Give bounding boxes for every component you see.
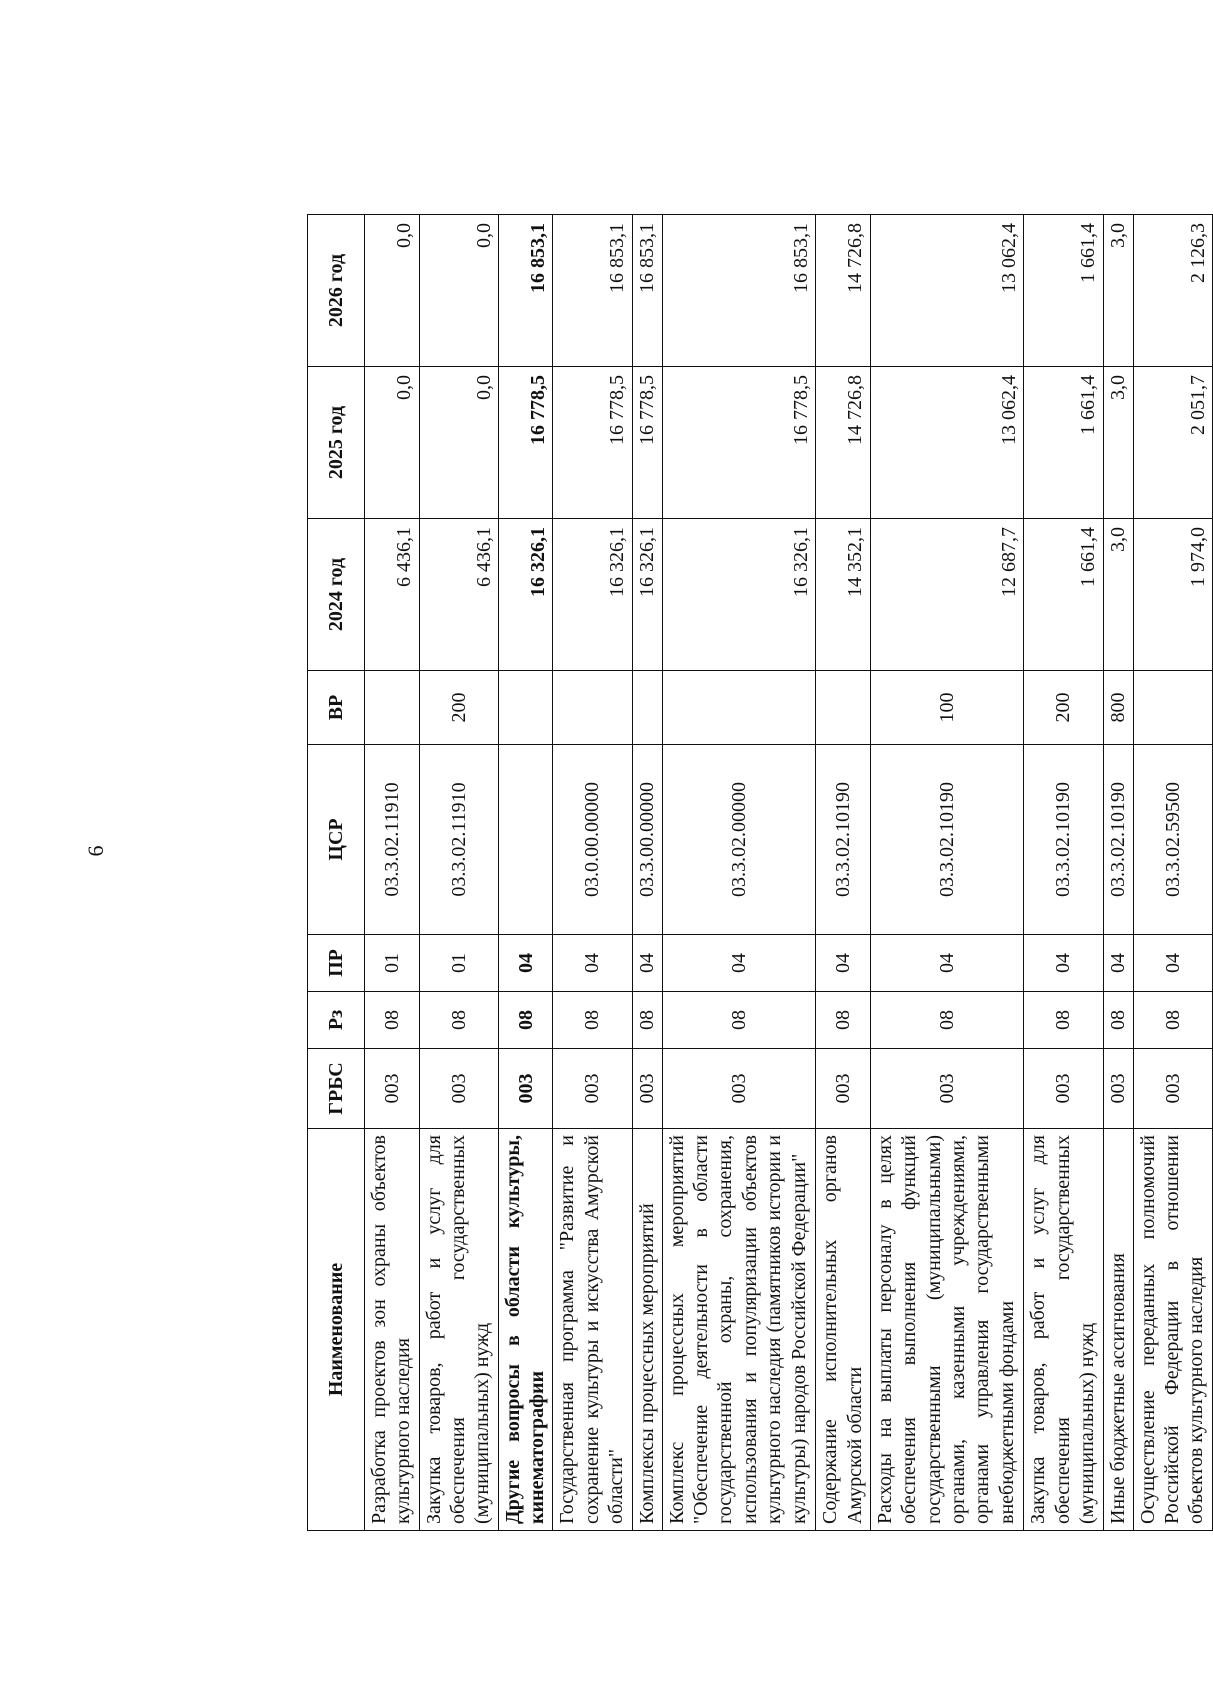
cell-csr: 03.3.00.00000 [632,745,662,935]
column-header-rz: Рз [308,992,365,1049]
cell-rz: 08 [1133,992,1212,1049]
cell-vr: 100 [870,671,1024,745]
cell-grbs: 003 [1024,1049,1103,1129]
table-row [419,215,498,1531]
cell-csr: 03.3.02.11910 [365,745,420,935]
cell-name: Разработка проектов зон охраны объектов культурного наследия [365,1129,420,1531]
cell-name: Другие вопросы в области культуры, кинематографии [498,1129,553,1531]
cell-csr: 03.3.02.10190 [1024,745,1103,935]
cell-rz: 08 [419,992,498,1049]
cell-name: Комплексы процессных мероприятий [632,1129,662,1531]
cell-2025: 1 661,4 [1024,367,1103,519]
cell-rz: 08 [498,992,553,1049]
cell-pr: 01 [365,935,420,992]
cell-2024: 6 436,1 [419,519,498,671]
cell-csr: 03.0.00.00000 [553,745,632,935]
cell-rz: 08 [632,992,662,1049]
cell-vr: 200 [1024,671,1103,745]
column-header-2025: 2025 год [308,367,365,519]
cell-2026: 16 853,1 [553,215,632,367]
cell-2025: 16 778,5 [498,367,553,519]
cell-vr: 800 [1103,671,1133,745]
column-header-name: Наименование [308,1129,365,1531]
cell-rz: 08 [870,992,1024,1049]
table-row [553,215,632,1531]
cell-grbs: 003 [816,1049,871,1129]
cell-2024: 1 661,4 [1024,519,1103,671]
cell-name: Закупка товаров, работ и услуг для обеспечения государственных (муниципальных) нужд [419,1129,498,1531]
cell-2026: 0,0 [365,215,420,367]
cell-2026: 0,0 [419,215,498,367]
cell-rz: 08 [662,992,816,1049]
column-header-grbs: ГРБС [308,1049,365,1129]
table-row [816,215,871,1531]
cell-grbs: 003 [870,1049,1024,1129]
table-body [365,215,1213,1531]
cell-rz: 08 [1024,992,1103,1049]
table-row [632,215,662,1531]
page-number: 6 [83,845,108,857]
cell-2025: 0,0 [365,367,420,519]
cell-grbs: 003 [553,1049,632,1129]
cell-vr [365,671,420,745]
cell-2024: 14 352,1 [816,519,871,671]
cell-vr [553,671,632,745]
cell-grbs: 003 [365,1049,420,1129]
cell-2024: 1 974,0 [1133,519,1212,671]
column-header-vr: ВР [308,671,365,745]
cell-pr: 01 [419,935,498,992]
table-row [1133,215,1212,1531]
cell-name: Комплекс процессных мероприятий "Обеспечение деятельности в области государственной охраны, сохранения, использования и популяризации объектов культурного наследия (памятников истории и культуры) народов Российской Федерации" [662,1129,816,1531]
table-row [1024,215,1103,1531]
cell-rz: 08 [365,992,420,1049]
cell-rz: 08 [816,992,871,1049]
cell-pr: 04 [1133,935,1212,992]
cell-name: Иные бюджетные ассигнования [1103,1129,1133,1531]
table-header-row [308,215,365,1531]
cell-2025: 2 051,7 [1133,367,1212,519]
cell-grbs: 003 [662,1049,816,1129]
cell-pr: 04 [870,935,1024,992]
cell-2026: 13 062,4 [870,215,1024,367]
cell-grbs: 003 [632,1049,662,1129]
table-row [1103,215,1133,1531]
cell-2024: 6 436,1 [365,519,420,671]
cell-rz: 08 [553,992,632,1049]
cell-rz: 08 [1103,992,1133,1049]
cell-pr: 04 [498,935,553,992]
cell-vr [1133,671,1212,745]
cell-csr: 03.3.02.00000 [662,745,816,935]
cell-name: Расходы на выплаты персоналу в целях обеспечения выполнения функций государственными (муниципальными) органами, казенными учреждениями, органами управления государственными внебюджетными фондами [870,1129,1024,1531]
cell-csr: 03.3.02.10190 [1103,745,1133,935]
cell-2025: 16 778,5 [553,367,632,519]
cell-csr [498,745,553,935]
table-row [870,215,1024,1531]
cell-vr [816,671,871,745]
cell-pr: 04 [662,935,816,992]
cell-name: Закупка товаров, работ и услуг для обеспечения государственных (муниципальных) нужд [1024,1129,1103,1531]
cell-csr: 03.3.02.10190 [816,745,871,935]
cell-2025: 13 062,4 [870,367,1024,519]
cell-csr: 03.3.02.11910 [419,745,498,935]
cell-2025: 14 726,8 [816,367,871,519]
cell-grbs: 003 [419,1049,498,1129]
cell-2026: 16 853,1 [662,215,816,367]
cell-pr: 04 [1103,935,1133,992]
cell-2024: 16 326,1 [662,519,816,671]
cell-2026: 16 853,1 [632,215,662,367]
cell-2025: 16 778,5 [632,367,662,519]
cell-vr [498,671,553,745]
cell-name: Осуществление переданных полномочий Российской Федерации в отношении объектов культурного наследия [1133,1129,1212,1531]
cell-2026: 1 661,4 [1024,215,1103,367]
cell-grbs: 003 [1133,1049,1212,1129]
column-header-pr: ПР [308,935,365,992]
cell-2024: 12 687,7 [870,519,1024,671]
cell-2025: 0,0 [419,367,498,519]
column-header-csr: ЦСР [308,745,365,935]
cell-name: Государственная программа "Развитие и сохранение культуры и искусства Амурской области" [553,1129,632,1531]
cell-2026: 14 726,8 [816,215,871,367]
cell-2026: 2 126,3 [1133,215,1212,367]
cell-pr: 04 [632,935,662,992]
cell-2024: 16 326,1 [553,519,632,671]
cell-pr: 04 [1024,935,1103,992]
cell-pr: 04 [553,935,632,992]
cell-2025: 16 778,5 [662,367,816,519]
cell-name: Содержание исполнительных органов Амурской области [816,1129,871,1531]
cell-grbs: 003 [1103,1049,1133,1129]
cell-csr: 03.3.02.10190 [870,745,1024,935]
cell-grbs: 003 [498,1049,553,1129]
table-row [498,215,553,1531]
cell-vr: 200 [419,671,498,745]
rotated-table-container [307,215,1213,1531]
budget-table [307,214,1213,1531]
column-header-2024: 2024 год [308,519,365,671]
cell-2025: 3,0 [1103,367,1133,519]
cell-pr: 04 [816,935,871,992]
table-row [662,215,816,1531]
cell-2026: 16 853,1 [498,215,553,367]
cell-2024: 16 326,1 [498,519,553,671]
cell-csr: 03.3.02.59500 [1133,745,1212,935]
cell-2024: 3,0 [1103,519,1133,671]
cell-vr [632,671,662,745]
cell-2024: 16 326,1 [632,519,662,671]
cell-vr [662,671,816,745]
table-row [365,215,420,1531]
column-header-2026: 2026 год [308,215,365,367]
cell-2026: 3,0 [1103,215,1133,367]
